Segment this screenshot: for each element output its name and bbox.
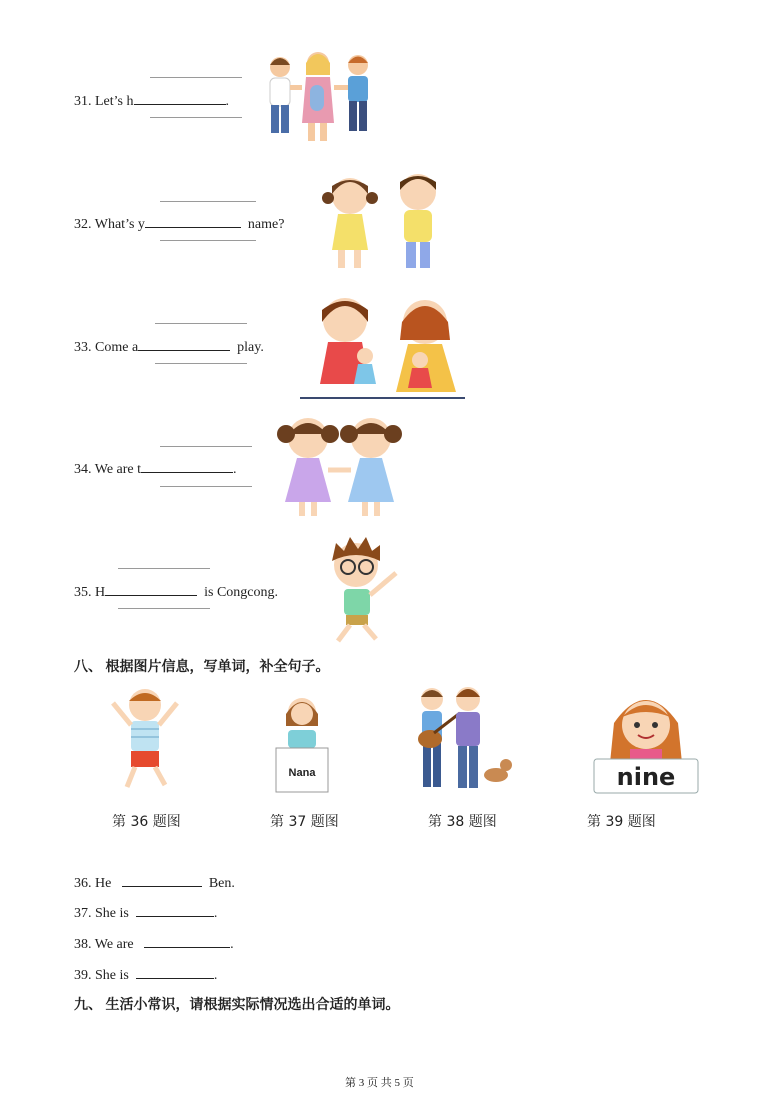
- kids-sharing-toy-illustration: [260, 45, 385, 155]
- section-9-title: 九、 生活小常识，请根据实际情况选出合适的单词。: [74, 998, 400, 1013]
- boy-ben-picture: [105, 683, 185, 793]
- question-number: 32.: [74, 217, 92, 232]
- question-text-before: She is: [95, 906, 129, 921]
- question-text-before: Let’s h: [95, 94, 134, 109]
- question-text-before: We are: [94, 937, 134, 952]
- question-text-before: He: [95, 876, 112, 891]
- answer-blank[interactable]: [136, 902, 214, 917]
- question-37: [74, 902, 217, 922]
- question-text-after: play.: [237, 340, 264, 355]
- question-number: 34.: [74, 462, 92, 477]
- question-38: [74, 933, 234, 953]
- question-text-after: .: [225, 94, 229, 109]
- question-text-after: .: [233, 462, 237, 477]
- girl-nana-picture: [266, 690, 338, 802]
- girls-playing-dolls-illustration: [300, 292, 465, 400]
- section-8-title: 八、 根据图片信息，写单词，补全句子。: [74, 660, 330, 675]
- caption-36: 第 36 题图: [112, 814, 181, 830]
- question-number: 39.: [74, 968, 92, 983]
- question-36: [74, 872, 235, 892]
- question-number: 36.: [74, 876, 92, 891]
- question-text-before: She is: [95, 968, 129, 983]
- question-35: [74, 581, 278, 601]
- father-and-son-with-dog-picture: [410, 683, 520, 795]
- caption-37: 第 37 题图: [270, 814, 339, 830]
- nana-sign-text: Nana: [288, 767, 316, 779]
- question-text-after: .: [213, 968, 218, 983]
- question-text-after: is Congcong.: [204, 585, 279, 600]
- answer-blank[interactable]: [144, 933, 230, 948]
- question-text-before: Come a: [95, 340, 139, 355]
- question-text-before: What’s y: [94, 217, 145, 232]
- caption-38: 第 38 题图: [428, 814, 497, 830]
- twin-girls-illustration: [273, 410, 408, 522]
- question-32: [74, 213, 284, 233]
- boy-congcong-illustration: [318, 533, 408, 645]
- question-number: 37.: [74, 906, 92, 921]
- question-text-before: H: [95, 585, 106, 600]
- question-text-after: Ben.: [208, 876, 235, 891]
- page-footer: 第 3 页 共 5 页: [345, 1077, 414, 1089]
- question-text-after: .: [213, 906, 218, 921]
- question-number: 31.: [74, 94, 92, 109]
- answer-blank[interactable]: [141, 458, 233, 473]
- question-33: [74, 336, 264, 356]
- girl-holding-nine-sign-picture: [590, 683, 702, 798]
- question-34: [74, 458, 237, 478]
- answer-blank[interactable]: [122, 872, 202, 887]
- question-number: 35.: [74, 585, 92, 600]
- question-number: 33.: [74, 340, 92, 355]
- question-text-before: We are t: [94, 462, 142, 477]
- answer-blank[interactable]: [105, 581, 197, 596]
- question-number: 38.: [74, 937, 92, 952]
- answer-blank[interactable]: [134, 90, 226, 105]
- answer-blank[interactable]: [136, 964, 214, 979]
- question-text-after: name?: [247, 217, 285, 232]
- question-39: [74, 964, 217, 984]
- nine-sign-text: nine: [616, 763, 676, 791]
- boy-and-girl-greeting-illustration: [318, 168, 453, 278]
- answer-blank[interactable]: [138, 336, 230, 351]
- caption-39: 第 39 题图: [587, 814, 656, 830]
- answer-blank[interactable]: [145, 213, 241, 228]
- question-31: [74, 90, 229, 110]
- question-text-after: .: [230, 937, 234, 952]
